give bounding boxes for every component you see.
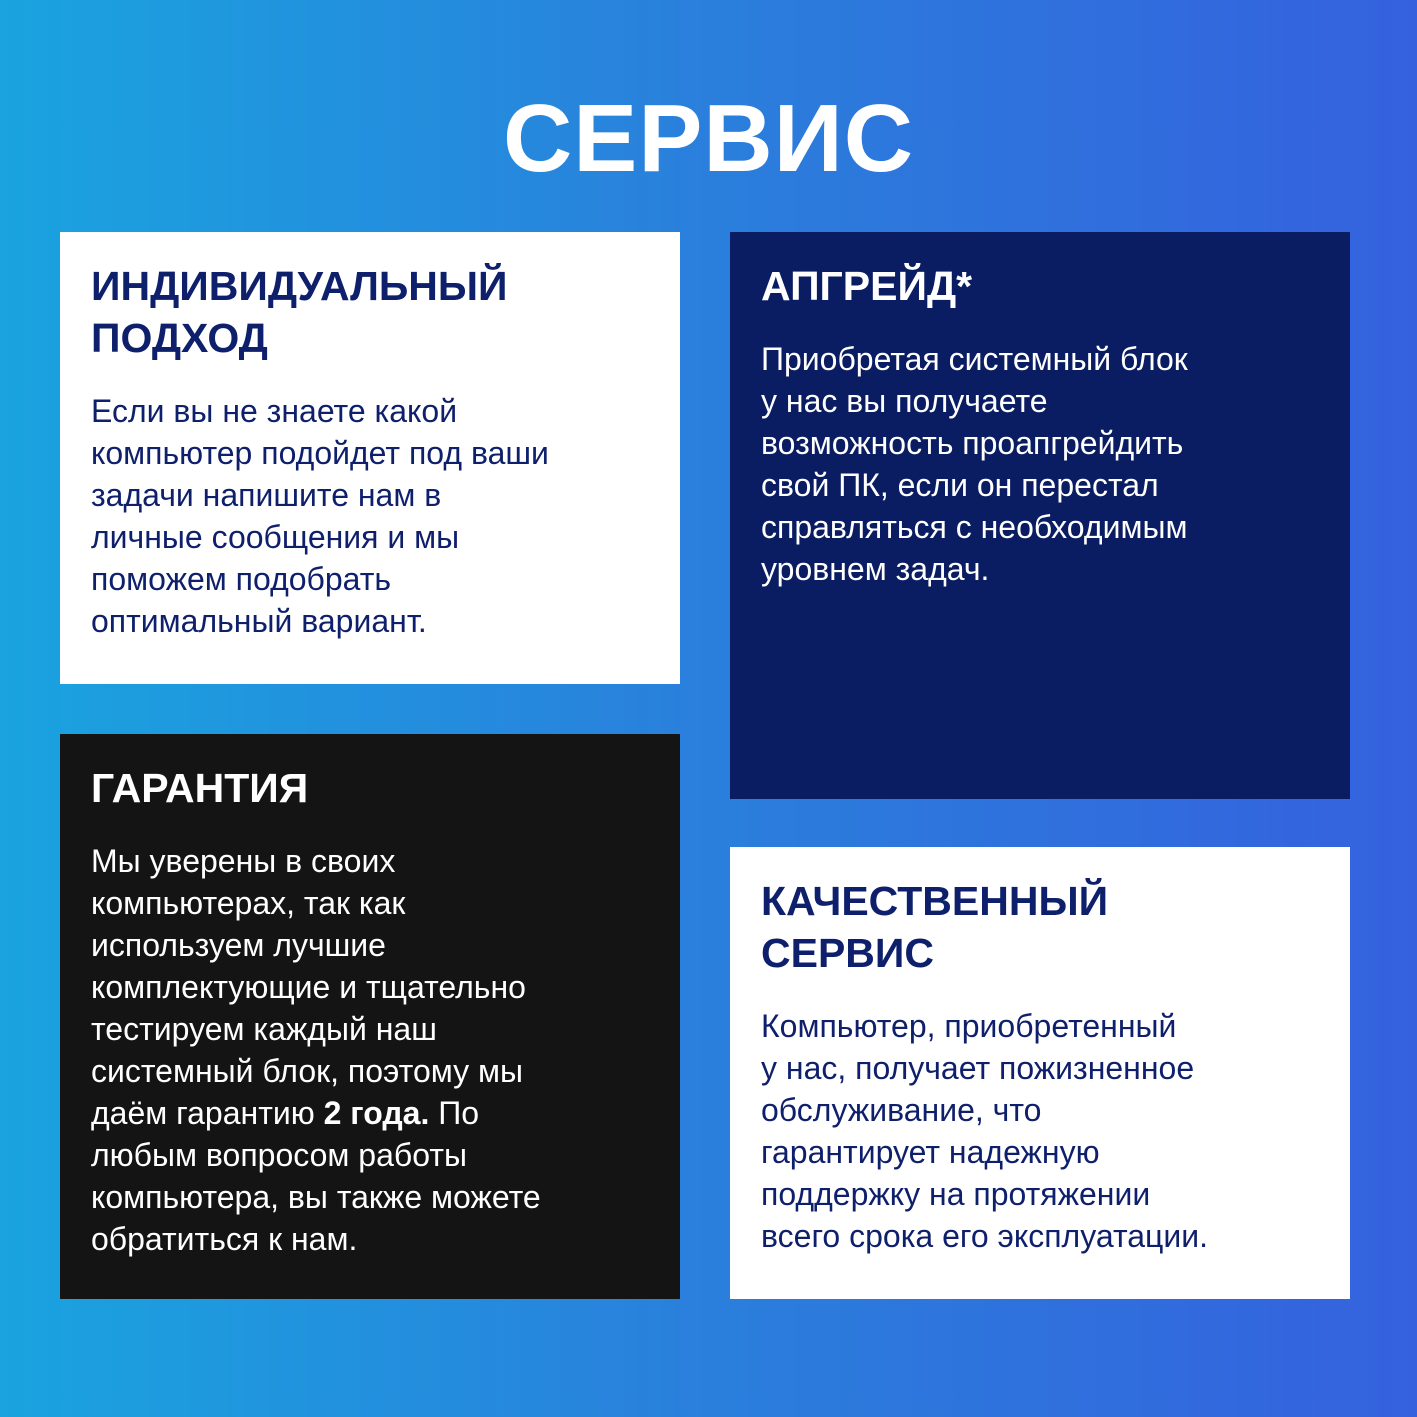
- card-text: [91, 840, 650, 1260]
- card-title: ИНДИВИДУАЛЬНЫЙ ПОДХОД: [91, 263, 508, 361]
- page-title: СЕРВИС: [502, 85, 915, 192]
- warranty-period: 2 года.: [323, 1095, 430, 1131]
- card-text-part: Мы уверены в своих компьютерах, так как используем лучшие комплектующие и тщательно тестируем каждый наш системный блок, поэтому мы даём гарантию: [91, 843, 526, 1131]
- card-text: Приобретая системный блок у нас вы получаете возможность проапгрейдить свой ПК, если он перестал справляться с необходимым уровнем задач.: [761, 341, 1188, 587]
- card-quality-service: [730, 847, 1350, 1299]
- card-title: ГАРАНТИЯ: [91, 765, 309, 811]
- card-text: Если вы не знаете какой компьютер подойдет под ваши задачи напишите нам в личные сообщения и мы поможем подобрать оптимальный вариант.: [91, 393, 549, 639]
- card-text-part: По любым вопросом работы компьютера, вы также можете обратиться к нам.: [91, 1095, 541, 1257]
- card-title: КАЧЕСТВЕННЫЙ СЕРВИС: [761, 878, 1109, 976]
- card-warranty: [60, 734, 680, 1299]
- card-upgrade: [730, 232, 1350, 799]
- card-individual-approach: [60, 232, 680, 684]
- card-text: Компьютер, приобретенный у нас, получает пожизненное обслуживание, что гарантирует надежную поддержку на протяжении всего срока его эксплуатации.: [761, 1008, 1209, 1254]
- card-title: АПГРЕЙД*: [761, 263, 973, 309]
